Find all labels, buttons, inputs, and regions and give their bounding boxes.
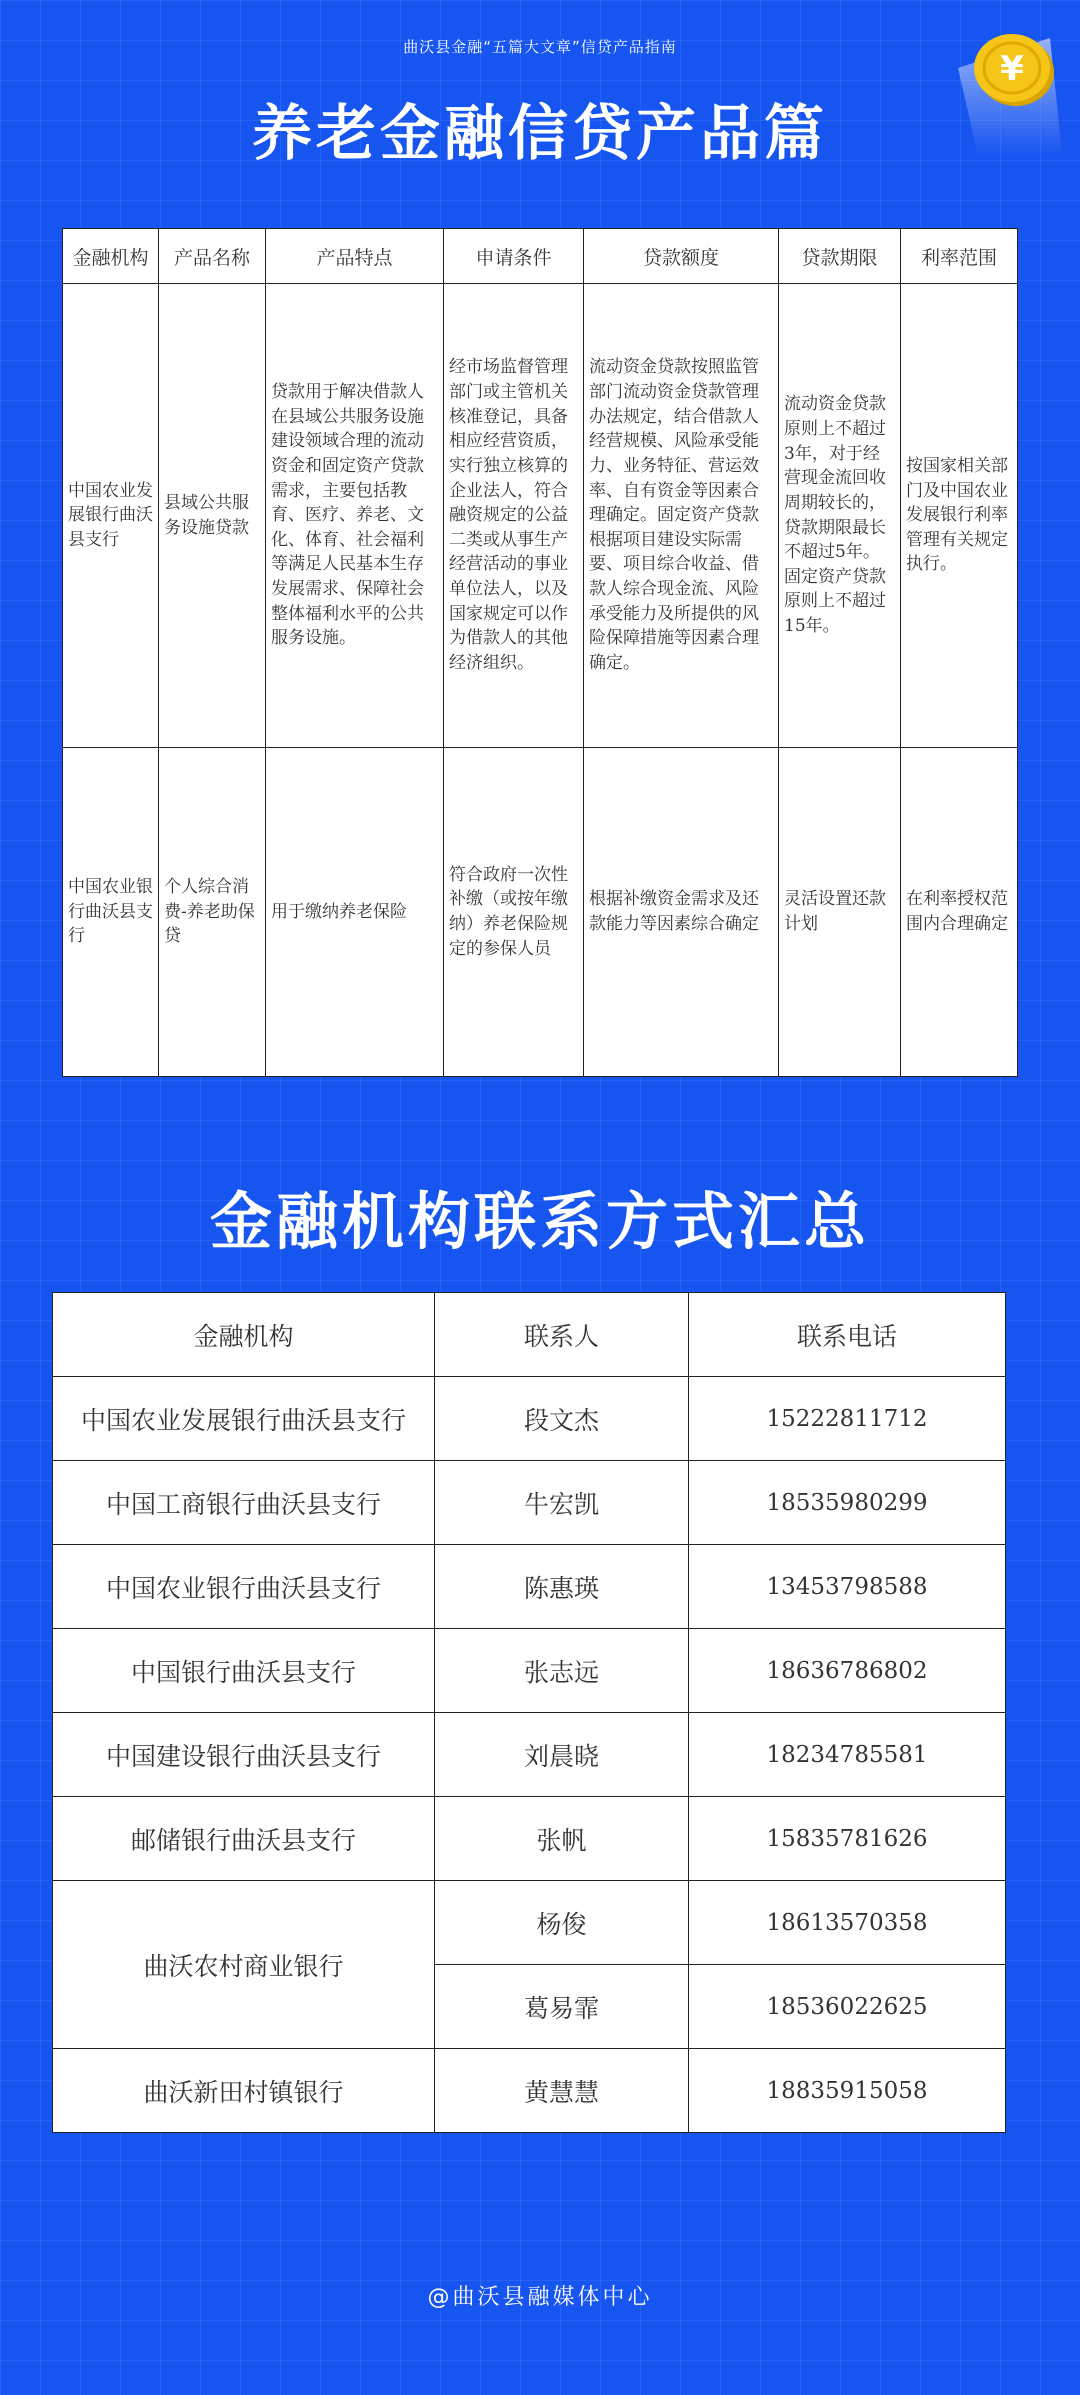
table-row bbox=[63, 284, 1018, 748]
column-header: 金融机构 bbox=[53, 1293, 435, 1377]
table-header-row bbox=[53, 1293, 1006, 1377]
contact-person-cell: 张帆 bbox=[435, 1797, 689, 1881]
contact-person-cell: 刘晨晓 bbox=[435, 1713, 689, 1797]
phone-cell: 18835915058 bbox=[689, 2049, 1006, 2133]
table-row bbox=[53, 1797, 1006, 1881]
column-header: 联系人 bbox=[435, 1293, 689, 1377]
institution-cell: 中国银行曲沃县支行 bbox=[53, 1629, 435, 1713]
contacts-title: 金融机构联系方式汇总 bbox=[209, 1185, 870, 1258]
phone-cell: 18535980299 bbox=[689, 1461, 1006, 1545]
column-header: 申请条件 bbox=[444, 229, 584, 284]
table-row bbox=[53, 1629, 1006, 1713]
amount-cell: 流动资金贷款按照监管部门流动资金贷款管理办法规定，结合借款人经营规模、风险承受能力、业务特征、营运效率、自有资金等因素合理确定。固定资产贷款根据项目建设实际需要、项目综合收益、借款人综合现金流、风险承受能力及所提供的风险保障措施等因素合理确定。 bbox=[584, 284, 779, 748]
institution-cell: 中国农业发展银行曲沃县支行 bbox=[53, 1377, 435, 1461]
institution-cell: 中国建设银行曲沃县支行 bbox=[53, 1713, 435, 1797]
contacts-table bbox=[52, 1292, 1006, 2133]
term-cell: 流动资金贷款原则上不超过3年，对于经营现金流回收周期较长的，贷款期限最长不超过5年。固定资产贷款原则上不超过15年。 bbox=[779, 284, 901, 748]
product-cell: 个人综合消费-养老助保贷 bbox=[159, 748, 266, 1077]
table-row bbox=[53, 1545, 1006, 1629]
contact-person-cell: 陈惠瑛 bbox=[435, 1545, 689, 1629]
column-header: 贷款额度 bbox=[584, 229, 779, 284]
table-row bbox=[63, 748, 1018, 1077]
conditions-cell: 经市场监督管理部门或主管机关核准登记，具备相应经营资质，实行独立核算的企业法人，符合融资规定的公益二类或从事生产经营活动的事业单位法人，以及国家规定可以作为借款人的其他经济组织。 bbox=[444, 284, 584, 748]
phone-cell: 15222811712 bbox=[689, 1377, 1006, 1461]
table-header-row bbox=[63, 229, 1018, 284]
phone-cell: 15835781626 bbox=[689, 1797, 1006, 1881]
contact-person-cell: 牛宏凯 bbox=[435, 1461, 689, 1545]
term-cell: 灵活设置还款计划 bbox=[779, 748, 901, 1077]
table-row bbox=[53, 1881, 1006, 1965]
contact-person-cell: 张志远 bbox=[435, 1629, 689, 1713]
phone-cell: 18613570358 bbox=[689, 1881, 1006, 1965]
table-row bbox=[53, 1377, 1006, 1461]
features-cell: 用于缴纳养老保险 bbox=[266, 748, 444, 1077]
svg-text:¥: ¥ bbox=[1000, 49, 1024, 89]
contact-person-cell: 黄慧慧 bbox=[435, 2049, 689, 2133]
rate-cell: 按国家相关部门及中国农业发展银行利率管理有关规定执行。 bbox=[901, 284, 1018, 748]
page-title: 养老金融信贷产品篇 bbox=[252, 99, 828, 169]
institution-cell: 邮储银行曲沃县支行 bbox=[53, 1797, 435, 1881]
institution-cell: 中国工商银行曲沃县支行 bbox=[53, 1461, 435, 1545]
footer-credit: @曲沃县融媒体中心 bbox=[427, 2285, 653, 2310]
features-cell: 贷款用于解决借款人在县域公共服务设施建设领域合理的流动资金和固定资产贷款需求，主要包括教育、医疗、养老、文化、体育、社会福利等满足人民基本生存发展需求、保障社会整体福利水平的公共服务设施。 bbox=[266, 284, 444, 748]
product-table bbox=[62, 228, 1018, 1077]
institution-cell: 中国农业发展银行曲沃县支行 bbox=[63, 284, 159, 748]
product-cell: 县域公共服务设施贷款 bbox=[159, 284, 266, 748]
institution-cell: 曲沃新田村镇银行 bbox=[53, 2049, 435, 2133]
column-header: 金融机构 bbox=[63, 229, 159, 284]
table-row bbox=[53, 2049, 1006, 2133]
table-row bbox=[53, 1461, 1006, 1545]
institution-cell: 曲沃农村商业银行 bbox=[53, 1881, 435, 2049]
rate-cell: 在利率授权范围内合理确定 bbox=[901, 748, 1018, 1077]
column-header: 产品特点 bbox=[266, 229, 444, 284]
phone-cell: 18234785581 bbox=[689, 1713, 1006, 1797]
contact-person-cell: 杨俊 bbox=[435, 1881, 689, 1965]
conditions-cell: 符合政府一次性补缴（或按年缴纳）养老保险规定的参保人员 bbox=[444, 748, 584, 1077]
institution-cell: 中国农业银行曲沃县支行 bbox=[63, 748, 159, 1077]
column-header: 贷款期限 bbox=[779, 229, 901, 284]
column-header: 利率范围 bbox=[901, 229, 1018, 284]
column-header: 产品名称 bbox=[159, 229, 266, 284]
phone-cell: 18636786802 bbox=[689, 1629, 1006, 1713]
amount-cell: 根据补缴资金需求及还款能力等因素综合确定 bbox=[584, 748, 779, 1077]
contact-person-cell: 段文杰 bbox=[435, 1377, 689, 1461]
phone-cell: 18536022625 bbox=[689, 1965, 1006, 2049]
page-caption: 曲沃县金融“五篇大文章”信贷产品指南 bbox=[403, 38, 677, 56]
institution-cell: 中国农业银行曲沃县支行 bbox=[53, 1545, 435, 1629]
contact-person-cell: 葛易霏 bbox=[435, 1965, 689, 2049]
phone-cell: 13453798588 bbox=[689, 1545, 1006, 1629]
table-row bbox=[53, 1713, 1006, 1797]
column-header: 联系电话 bbox=[689, 1293, 1006, 1377]
